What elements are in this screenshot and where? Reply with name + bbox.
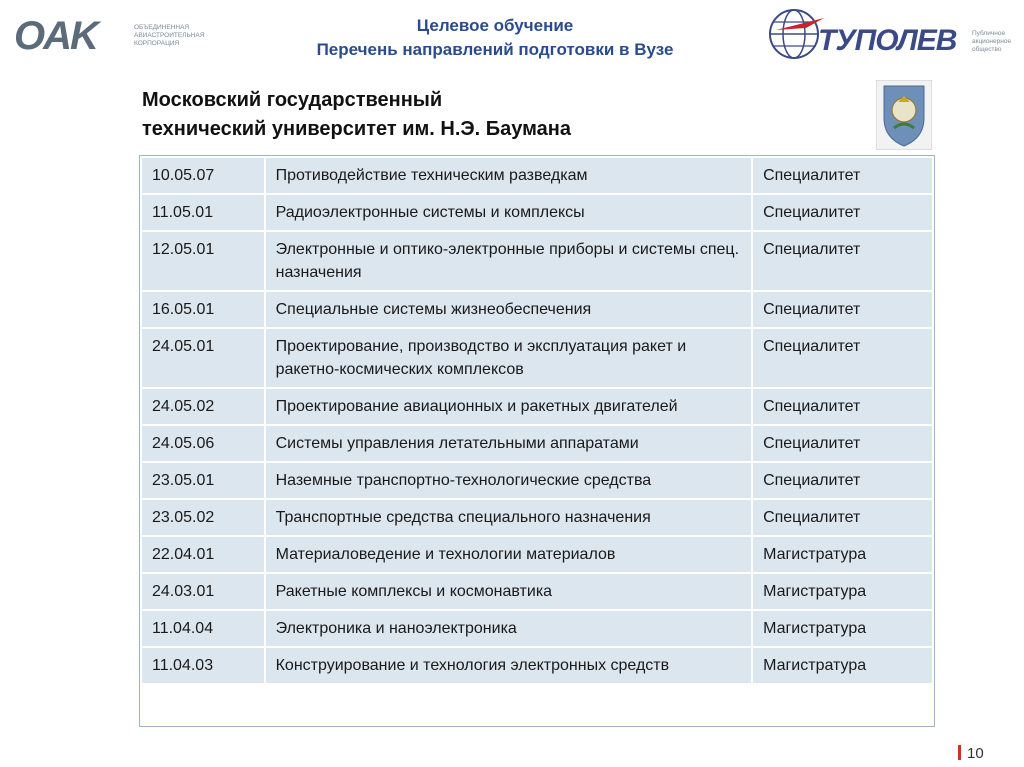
table-row [141,499,933,536]
code-cell: 22.04.01 [141,536,265,573]
level-cell: Специалитет [752,157,933,194]
code-cell: 23.05.02 [141,499,265,536]
level-cell: Специалитет [752,388,933,425]
directions-table-body [141,157,933,684]
table-row [141,462,933,499]
page-number [958,745,984,762]
name-cell: Электронные и оптико-электронные приборы и системы спец. назначения [265,231,752,291]
slide-title-line2: Перечень направлений подготовки в Вузе [316,40,674,59]
code-cell: 16.05.01 [141,291,265,328]
level-cell: Специалитет [752,328,933,388]
oak-logo [14,14,214,58]
level-cell: Специалитет [752,499,933,536]
name-cell: Системы управления летательными аппаратами [265,425,752,462]
university-title [142,86,742,144]
table-row [141,425,933,462]
name-cell: Специальные системы жизнеобеспечения [265,291,752,328]
table-row [141,157,933,194]
table-row [141,647,933,684]
level-cell: Магистратура [752,536,933,573]
code-cell: 11.05.01 [141,194,265,231]
name-cell: Противодействие техническим разведкам [265,157,752,194]
directions-table [140,156,934,685]
tupolev-logo-subtitle: Публичное акционерное общество [972,30,1012,53]
table-row [141,328,933,388]
oak-logo-subtitle: ОБЪЕДИНЕННАЯ АВИАСТРОИТЕЛЬНАЯ КОРПОРАЦИЯ [134,24,205,47]
table-row [141,573,933,610]
globe-icon [766,4,826,64]
level-cell: Специалитет [752,291,933,328]
code-cell: 23.05.01 [141,462,265,499]
name-cell: Радиоэлектронные системы и комплексы [265,194,752,231]
name-cell: Проектирование авиационных и ракетных двигателей [265,388,752,425]
table-row [141,610,933,647]
level-cell: Специалитет [752,194,933,231]
code-cell: 24.05.06 [141,425,265,462]
table-row [141,194,933,231]
page-number-marker [958,745,961,760]
slide-title-line1: Целевое обучение [416,16,574,35]
name-cell: Электроника и наноэлектроника [265,610,752,647]
university-title-line2: технический университет им. Н.Э. Баумана [142,118,571,140]
tupolev-logo [762,2,1024,66]
code-cell: 12.05.01 [141,231,265,291]
code-cell: 24.03.01 [141,573,265,610]
code-cell: 11.04.04 [141,610,265,647]
name-cell: Транспортные средства специального назначения [265,499,752,536]
table-row [141,231,933,291]
page-number-value: 10 [967,745,984,762]
university-title-line1: Московский государственный [142,89,443,111]
code-cell: 10.05.07 [141,157,265,194]
level-cell: Специалитет [752,462,933,499]
level-cell: Магистратура [752,647,933,684]
level-cell: Специалитет [752,231,933,291]
level-cell: Специалитет [752,425,933,462]
name-cell: Наземные транспортно-технологические средства [265,462,752,499]
name-cell: Материаловедение и технологии материалов [265,536,752,573]
slide-title [260,14,730,62]
code-cell: 11.04.03 [141,647,265,684]
oak-logo-mark: OAK [14,14,97,58]
name-cell: Ракетные комплексы и космонавтика [265,573,752,610]
table-row [141,388,933,425]
code-cell: 24.05.01 [141,328,265,388]
code-cell: 24.05.02 [141,388,265,425]
tupolev-logo-mark: ТУПОЛЕВ [818,24,957,57]
name-cell: Проектирование, производство и эксплуатация ракет и ракетно-космических комплексов [265,328,752,388]
name-cell: Конструирование и технология электронных средств [265,647,752,684]
university-crest-icon [876,80,932,150]
level-cell: Магистратура [752,573,933,610]
table-row [141,536,933,573]
table-row [141,291,933,328]
level-cell: Магистратура [752,610,933,647]
